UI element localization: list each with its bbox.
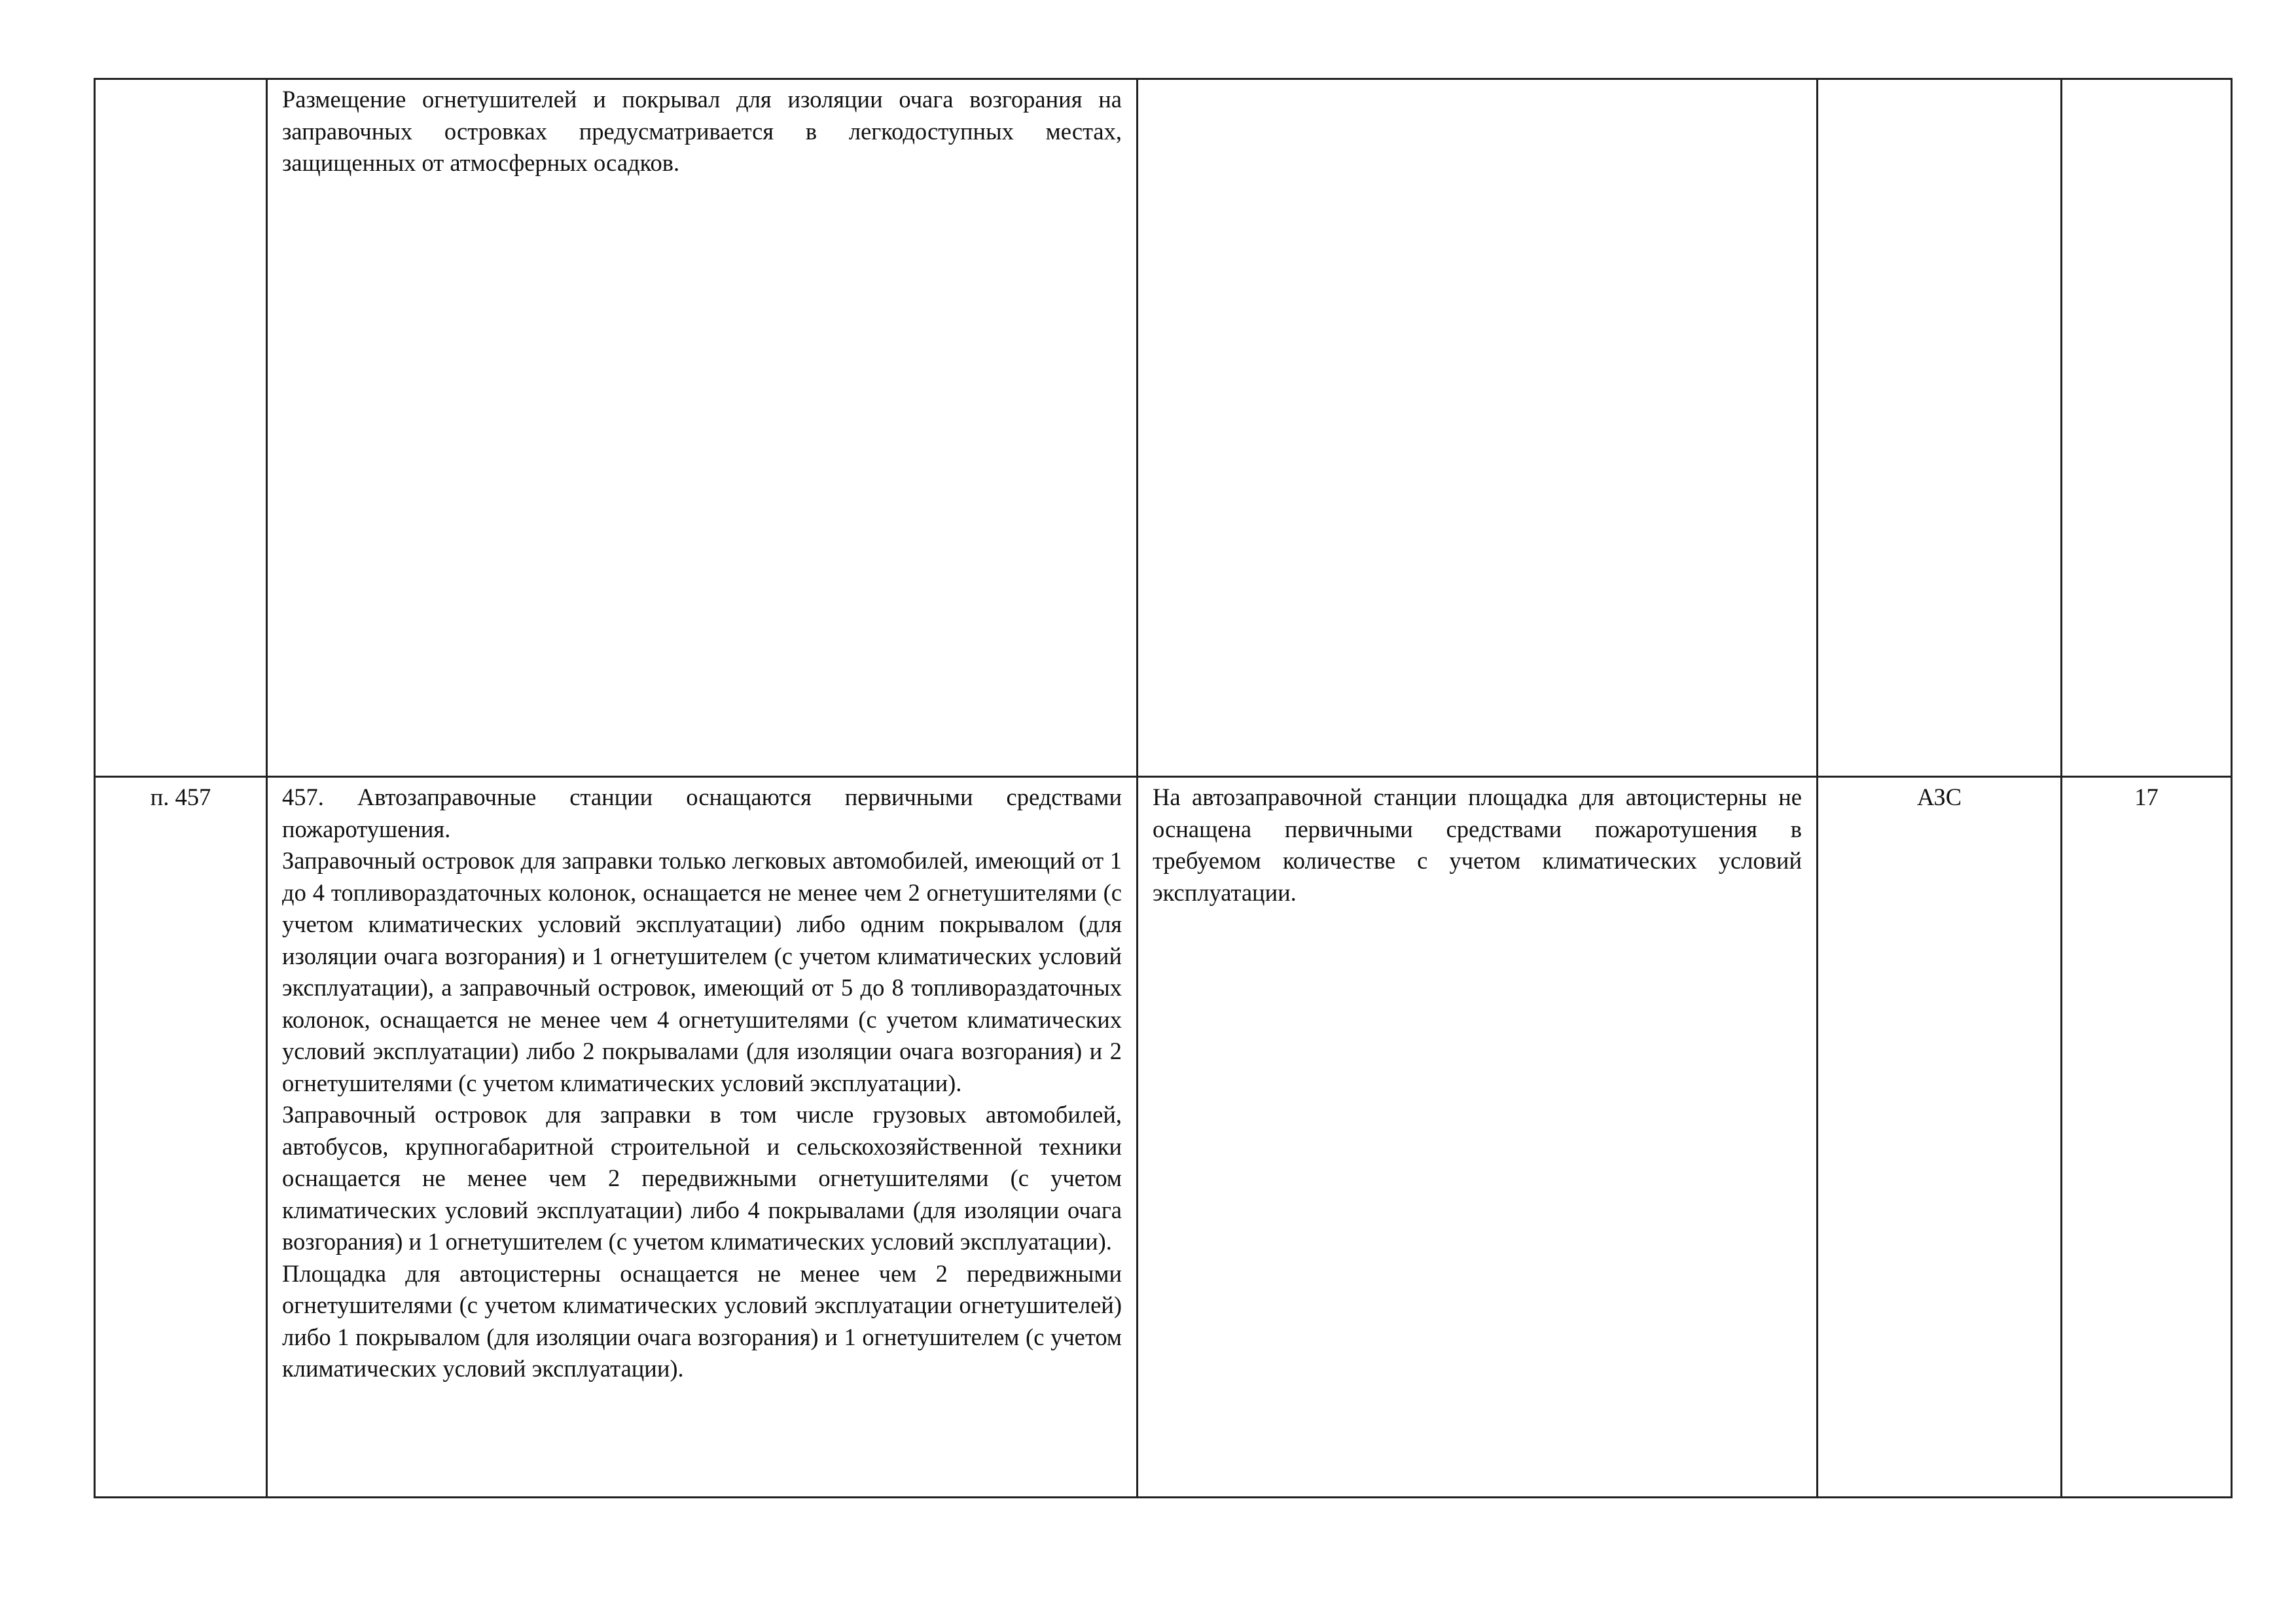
clause-cell [95,79,267,777]
table-row [95,777,2232,1498]
clause-cell: п. 457 [95,777,267,1498]
requirement-paragraph: Заправочный островок для заправки в том числе грузовых автомобилей, автобусов, крупногабаритной строительной и сельскохозяйственной техники оснащается не менее чем 2 передвижными огнетушителями (с учетом климатических условий эксплуатации) либо 4 покрывалами (для изоляции очага возгорания) и 1 огнетушителем (с учетом климатических условий эксплуатации). [282,1101,1122,1255]
number-cell [2062,79,2232,777]
requirement-cell [267,79,1138,777]
object-cell [1818,79,2062,777]
violation-cell [1138,79,1818,777]
requirement-cell [267,777,1138,1498]
requirements-table [94,78,2233,1498]
requirement-paragraph: Площадка для автоцистерны оснащается не менее чем 2 передвижными огнетушителями (с учетом климатических условий эксплуатации огнетушителей) либо 1 покрывалом (для изоляции очага возгорания) и 1 огнетушителем (с учетом климатических условий эксплуатации). [282,1259,1122,1382]
number-cell: 17 [2062,777,2232,1498]
requirement-paragraph: Размещение огнетушителей и покрывал для изоляции очага возгорания на заправочных островках предусматривается в легкодоступных местах, защищенных от атмосферных осадков. [282,86,1122,176]
object-cell: АЗС [1818,777,2062,1498]
violation-cell: На автозаправочной станции площадка для автоцистерны не оснащена первичными средствами пожаротушения в требуемом количестве с учетом климатических условий эксплуатации. [1138,777,1818,1498]
requirement-paragraph: Заправочный островок для заправки только легковых автомобилей, имеющий от 1 до 4 топливораздаточных колонок, оснащается не менее чем 2 огнетушителями (с учетом климатических условий эксплуатации) либо одним покрывалом (для изоляции очага возгорания) и 1 огнетушителем (с учетом климатических условий эксплуатации), а заправочный островок, имеющий от 5 до 8 топливораздаточных колонок, оснащается не менее чем 4 огнетушителями (с учетом климатических условий эксплуатации) либо 2 покрывалами (для изоляции очага возгорания) и 2 огнетушителями (с учетом климатических условий эксплуатации). [282,847,1122,1096]
requirement-paragraph: 457. Автозаправочные станции оснащаются первичными средствами пожаротушения. [282,784,1122,842]
table-row [95,79,2232,777]
